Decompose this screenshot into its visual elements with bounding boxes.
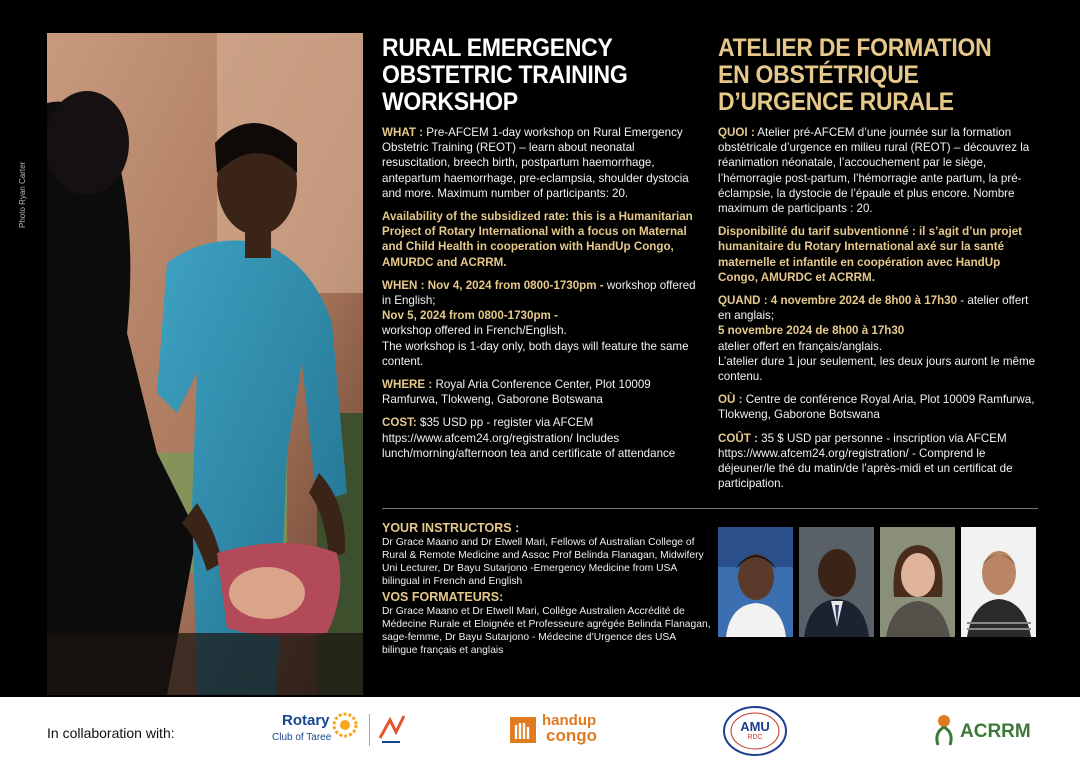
rotary-name: Rotary — [282, 712, 330, 729]
english-cost-label: COST: — [382, 416, 417, 430]
french-when-text-1: - atelier offert en anglais; — [718, 294, 1029, 323]
french-cost-label: COÛT : — [718, 431, 758, 445]
french-where — [718, 392, 1038, 422]
french-when-label-2: 5 novembre 2024 de 8h00 à 17h30 — [718, 324, 905, 338]
congo-text: congo — [546, 726, 597, 745]
workshop-photo — [47, 33, 363, 695]
english-cost — [382, 415, 700, 461]
french-title-line-1: ATELIER DE FORMATION — [718, 34, 992, 62]
english-where-label: WHERE : — [382, 378, 433, 392]
rotary-logo — [272, 712, 422, 752]
english-title-line-2: OBSTETRIC TRAINING — [382, 61, 628, 89]
the-magic-of-rotary-icon — [376, 712, 410, 746]
english-when-text-3: The workshop is 1-day only, both days will feature the same content. — [382, 339, 689, 368]
english-when — [382, 278, 700, 369]
instructors-text-fr: Dr Grace Maano et Dr Etwell Mari, Collège Australien Accrédité de Médecine Rurale et Eloignée et Professeure agrégée Belinda Flanagan, sage-femme, Dr Bayu Sutarjono - Médecine d’Urgence des USA bilingue français et anglais — [382, 606, 711, 656]
workshop-photo-illustration — [47, 33, 363, 695]
french-title-line-3: D’URGENCE RURALE — [718, 88, 954, 116]
english-title-line-1: RURAL EMERGENCY — [382, 34, 613, 62]
french-column — [718, 35, 1038, 499]
english-subsidy: Availability of the subsidized rate: this is a Humanitarian Project of Rotary International with a focus on Maternal and Child Health in cooperation with HandUp Congo, AMURDC and ACRRM. — [382, 210, 693, 269]
french-when — [718, 293, 1038, 384]
french-what-text: Atelier pré-AFCEM d’une journée sur la formation obstétricale d’urgence en milieu rural (REOT) – découvrez la réanimation néonatale, l’accouchement par le siège, l’hémorragie post-partum, l’hémorragie ante partum, la pré-éclampsie, la dystocie de l’épaule et plus encore. Nombre maximum de participants : 20. — [718, 126, 1030, 216]
english-title-line-3: WORKSHOP — [382, 88, 518, 116]
rotary-club: Club of Taree — [272, 732, 332, 743]
french-cost-text: 35 $ USD par personne - inscription via AFCEM https://www.afcem24.org/registration/ - Comprend le déjeuner/le thé du matin/de l’après-midi et un certificat de participation. — [718, 431, 1013, 491]
instructor-portrait-4 — [961, 527, 1036, 637]
english-when-label-2: Nov 5, 2024 from 0800-1730pm - — [382, 309, 558, 323]
french-what — [718, 125, 1038, 216]
french-where-label: OÙ : — [718, 393, 743, 407]
instructors-section — [382, 521, 712, 659]
french-when-text-3: L’atelier dure 1 jour seulement, les deux jours auront le même contenu. — [718, 354, 1036, 384]
french-subsidy: Disponibilité du tarif subventionné : il s’agit d’un projet humanitaire du Rotary International axé sur la santé maternelle et infantile en coopération avec HandUp Congo, AMURDC et ACRRM. — [718, 225, 1023, 284]
english-column — [382, 35, 700, 469]
handup-congo-logo — [508, 713, 608, 749]
english-cost-text: $35 USD pp - register via AFCEM https://www.afcem24.org/registration/ Includes lunch/morning/afternoon tea and certificate of attendance — [382, 416, 676, 460]
amu-sub: RDC — [747, 734, 763, 741]
photo-credit: Photo Ryan Carter — [18, 161, 27, 228]
instructor-portrait-1 — [718, 527, 793, 637]
instructor-portrait-2 — [799, 527, 874, 637]
english-where-text: Royal Aria Conference Center, Plot 10009 Ramfurwa, Tlokweng, Gaborone Botswana — [382, 378, 651, 407]
french-when-text-2: atelier offert en français/anglais. — [718, 339, 883, 353]
french-title-line-2: EN OBSTÉTRIQUE — [718, 61, 919, 89]
french-where-text: Centre de conférence Royal Aria, Plot 10009 Ramfurwa, Tlokweng, Gaborone Botswana — [718, 393, 1035, 422]
french-cost — [718, 431, 1038, 492]
section-divider — [382, 508, 1038, 509]
instructor-portrait-3 — [880, 527, 955, 637]
english-what-text: Pre-AFCEM 1-day workshop on Rural Emergency Obstetric Training (REOT) – learn about neonatal resuscitation, breech birth, postpartum haemorrhage, antepartum haemorrhage, pre-eclampsia, shoulder dystocia and more. Maximum number of participants: 20. — [382, 126, 689, 200]
english-title — [382, 35, 699, 116]
french-title — [718, 35, 1035, 116]
rotary-wheel-icon — [332, 712, 358, 738]
handup-hand-icon — [508, 715, 538, 745]
french-what-label: QUOI : — [718, 126, 755, 139]
handup-text: handup — [542, 712, 597, 729]
english-what — [382, 125, 700, 201]
instructors-heading-fr: VOS FORMATEURS: — [382, 590, 504, 604]
amu-text: AMU — [740, 719, 770, 734]
footer — [0, 697, 1080, 763]
english-when-text-2: workshop offered in French/English. — [382, 324, 567, 338]
collaboration-label: In collaboration with: — [47, 725, 175, 741]
english-what-label: WHAT : — [382, 126, 423, 139]
acrrm-logo — [932, 713, 1042, 749]
english-where — [382, 377, 700, 407]
french-when-label: QUAND : 4 novembre 2024 de 8h00 à 17h30 — [718, 294, 958, 308]
english-when-text-1: workshop offered in English; — [382, 278, 696, 308]
amurdc-logo — [722, 705, 788, 757]
instructors-text-en: Dr Grace Maano and Dr Etwell Mari, Fellows of Australian College of Rural & Remote Medicine and Assoc Prof Belinda Flanagan, Midwifery Uni Lecturer, Dr Bayu Sutarjono -Emergency Medicine from USA bilingual in French and English — [382, 537, 704, 587]
english-when-label: WHEN : Nov 4, 2024 from 0800-1730pm - — [382, 278, 604, 292]
acrrm-emblem-icon — [932, 713, 956, 747]
instructors-heading-en: YOUR INSTRUCTORS : — [382, 521, 520, 535]
acrrm-text: ACRRM — [960, 721, 1031, 742]
